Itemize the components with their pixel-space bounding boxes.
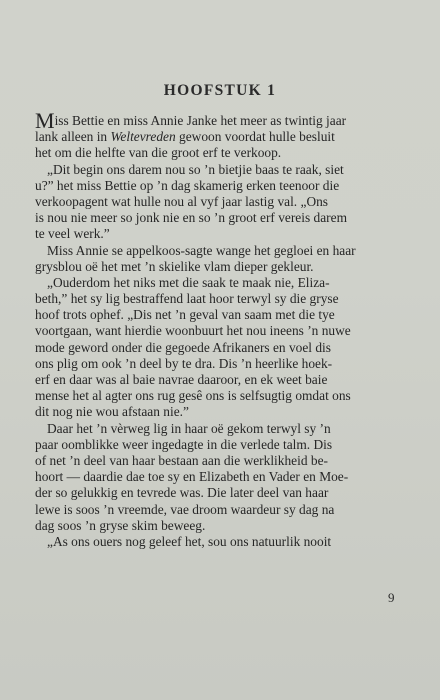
text-line [35,291,407,307]
chapter-title: HOOFSTUK 1 [163,82,277,99]
line-text: iss Bettie en miss Annie Janke het meer as twintig jaar [54,113,347,128]
text-line [35,210,407,226]
text-line [35,518,407,534]
text-line [35,534,407,550]
line-text: of net ’n deel van haar bestaan aan die werklikheid be- [35,452,328,468]
line-text: te veel werk.” [35,226,110,242]
drop-cap-letter: M [35,108,55,133]
text-line [35,145,407,161]
line-text: het om die helfte van die groot erf te verkoop. [35,145,282,161]
text-line [35,226,407,242]
text-line [35,178,407,194]
line-text: der so gelukkig en tevrede was. Die later deel van haar [35,485,329,501]
line-text: paar oomblikke weer ingedagte in die verlede talm. Dis [35,436,333,452]
text-line [35,243,407,259]
line-text: „As ons ouers nog geleef het, sou ons natuurlik nooit [47,533,332,549]
line-text: erf en daar was al baie navrae daaroor, en ek weet baie [35,372,328,387]
text-line [35,275,407,291]
line-text: hoort — daardie dae toe sy en Elizabeth en Vader en Moe- [35,469,349,485]
line-text: Daar het ’n vèrweg lig in haar oë gekom terwyl sy ’n [47,420,331,436]
line-text: mense het al agter ons rug gesê ons is selfsugtig omdat ons [35,388,351,404]
line-text: „Ouderdom het niks met die saak te maak nie, Eliza- [47,274,330,290]
text-line [35,404,407,420]
line-text: verkoopagent wat hulle nou al vyf jaar lastig val. „Ons [35,193,329,209]
line-text: dit nog nie wou afstaan nie.” [35,404,189,420]
line-text: grysblou oë het met ’n skielike vlam dieper gekleur. [35,258,314,274]
text-line [35,388,407,404]
line-text: „Dit begin ons darem nou so ’n bietjie baas te raak, siet [47,161,344,177]
line-text: hoof trots ophef. „Dis net ’n geval van saam met die tye [35,307,335,323]
text-line [35,162,407,178]
line-text: ons plig om ook ’n deel by te dra. Dis ’n heerlike hoek- [35,355,333,371]
line-text: voortgaan, want hierdie woonbuurt het nou ineens ’n nuwe [35,323,351,339]
line-text-after: gewoon voordat hulle besluit [175,129,335,145]
line-text: lank alleen in [35,129,111,145]
line-text: mode geword onder die gegoede Afrikaners en voel dis [35,339,331,355]
text-line [35,356,407,372]
text-line [35,129,407,145]
text-line [35,437,407,453]
italic-house-name: Weltevreden [110,129,176,145]
page-number: 9 [388,590,395,605]
text-line [35,108,407,133]
text-line [35,372,407,388]
text-line [35,307,407,323]
text-line [35,259,407,275]
text-line [35,340,407,356]
line-text: is nou nie meer so jonk nie en so ’n groot erf vereis darem [35,210,347,226]
text-line [35,502,407,518]
text-line [35,485,407,501]
text-line [35,469,407,485]
line-text: Miss Annie se appelkoos-sagte wange het gegloei en haar [47,242,356,258]
line-text: u?” het miss Bettie op ’n dag skamerig erken teenoor die [35,177,340,193]
text-line [35,323,407,339]
text-line [35,194,407,210]
line-text: dag soos ’n gryse skim beweeg. [35,517,206,533]
line-text: lewe is soos ’n vreemde, vae droom waardeur sy dag na [35,501,335,517]
line-text: beth,” het sy lig bestraffend laat hoor terwyl sy die gryse [35,291,339,307]
text-line [35,453,407,469]
text-line [35,421,407,437]
body-text [35,108,407,550]
